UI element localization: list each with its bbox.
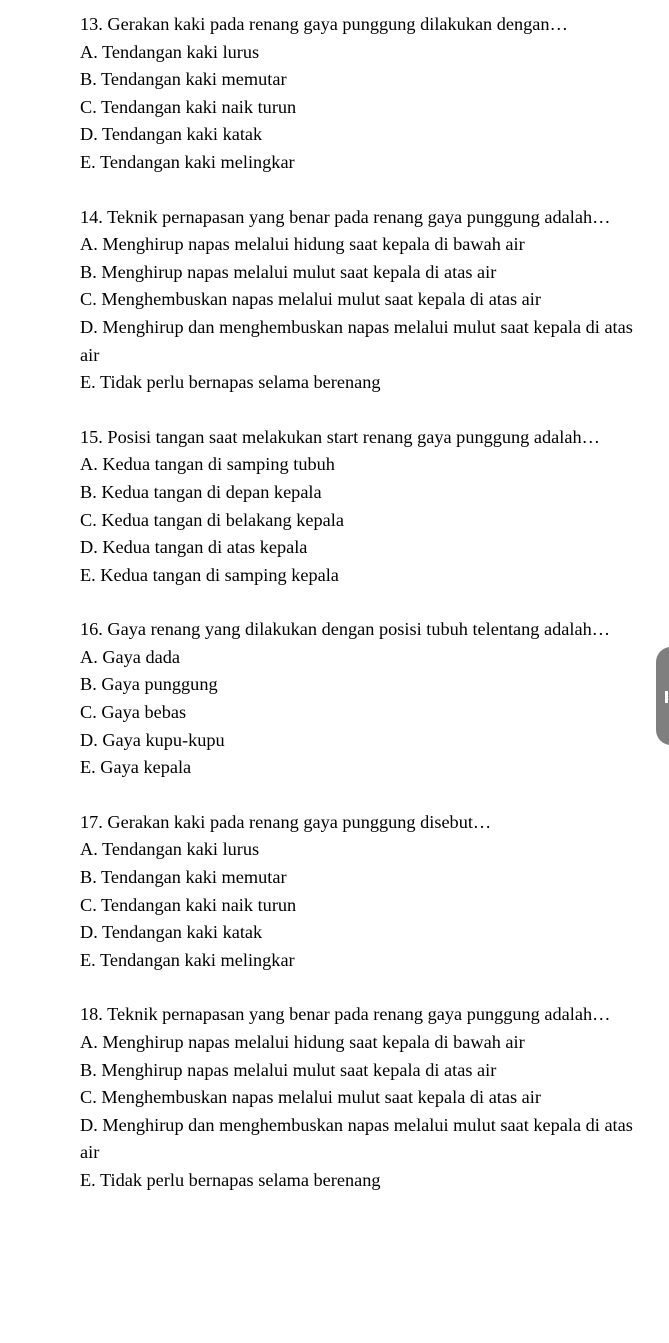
option-b: B. Tendangan kaki memutar [80,69,287,90]
option-a: A. Gaya dada [80,646,180,667]
question-stem: 17. Gerakan kaki pada renang gaya punggung disebut… [80,811,492,832]
option-a: A. Menghirup napas melalui hidung saat kepala di bawah air [80,1032,525,1052]
grip-icon [665,691,668,703]
option-d: D. Tendangan kaki katak [80,922,263,943]
option-d: D. Gaya kupu-kupu [80,729,225,750]
question-15 [80,424,640,590]
option-e: E. Tidak perlu bernapas selama berenang [80,1169,381,1190]
option-d: D. Menghirup dan menghembuskan napas melalui mulut saat kepala di atas air [80,316,633,365]
option-b: B. Tendangan kaki memutar [80,867,287,888]
question-stem: 18. Teknik pernapasan yang benar pada renang gaya punggung adalah… [80,1004,611,1025]
question-18 [80,1001,640,1194]
option-b: B. Kedua tangan di depan kepala [80,481,322,502]
side-scroll-handle[interactable] [656,647,669,745]
option-e: E. Gaya kepala [80,757,192,778]
question-16 [80,616,640,782]
question-14 [80,204,640,397]
option-d: D. Kedua tangan di atas kepala [80,537,308,558]
question-17 [80,809,640,975]
option-e: E. Kedua tangan di samping kepala [80,564,339,585]
option-b: B. Gaya punggung [80,674,218,695]
option-a: A. Menghirup napas melalui hidung saat kepala di bawah air [80,234,525,255]
option-e: E. Tendangan kaki melingkar [80,949,295,970]
option-c: C. Gaya bebas [80,702,187,723]
option-d: D. Tendangan kaki katak [80,124,263,145]
option-c: C. Tendangan kaki naik turun [80,894,297,915]
option-b: B. Menghirup napas melalui mulut saat kepala di atas air [80,1059,497,1080]
option-a: A. Kedua tangan di samping tubuh [80,454,335,475]
question-13 [80,11,640,177]
option-a: A. Tendangan kaki lurus [80,41,260,62]
option-e: E. Tidak perlu bernapas selama berenang [80,372,381,393]
option-c: C. Tendangan kaki naik turun [80,96,297,117]
question-stem: 15. Posisi tangan saat melakukan start renang gaya punggung adalah… [80,426,600,447]
question-stem: 16. Gaya renang yang dilakukan dengan posisi tubuh telentang adalah… [80,619,611,640]
option-c: C. Menghembuskan napas melalui mulut saat kepala di atas air [80,289,541,310]
option-b: B. Menghirup napas melalui mulut saat kepala di atas air [80,261,497,282]
option-a: A. Tendangan kaki lurus [80,839,260,860]
question-stem: 14. Teknik pernapasan yang benar pada renang gaya punggung adalah… [80,206,611,227]
option-d: D. Menghirup dan menghembuskan napas melalui mulut saat kepala di atas air [80,1114,633,1163]
question-stem: 13. Gerakan kaki pada renang gaya punggung dilakukan dengan… [80,14,568,34]
option-c: C. Menghembuskan napas melalui mulut saat kepala di atas air [80,1087,541,1108]
quiz-document [80,11,640,1222]
option-c: C. Kedua tangan di belakang kepala [80,509,344,530]
option-e: E. Tendangan kaki melingkar [80,151,295,172]
